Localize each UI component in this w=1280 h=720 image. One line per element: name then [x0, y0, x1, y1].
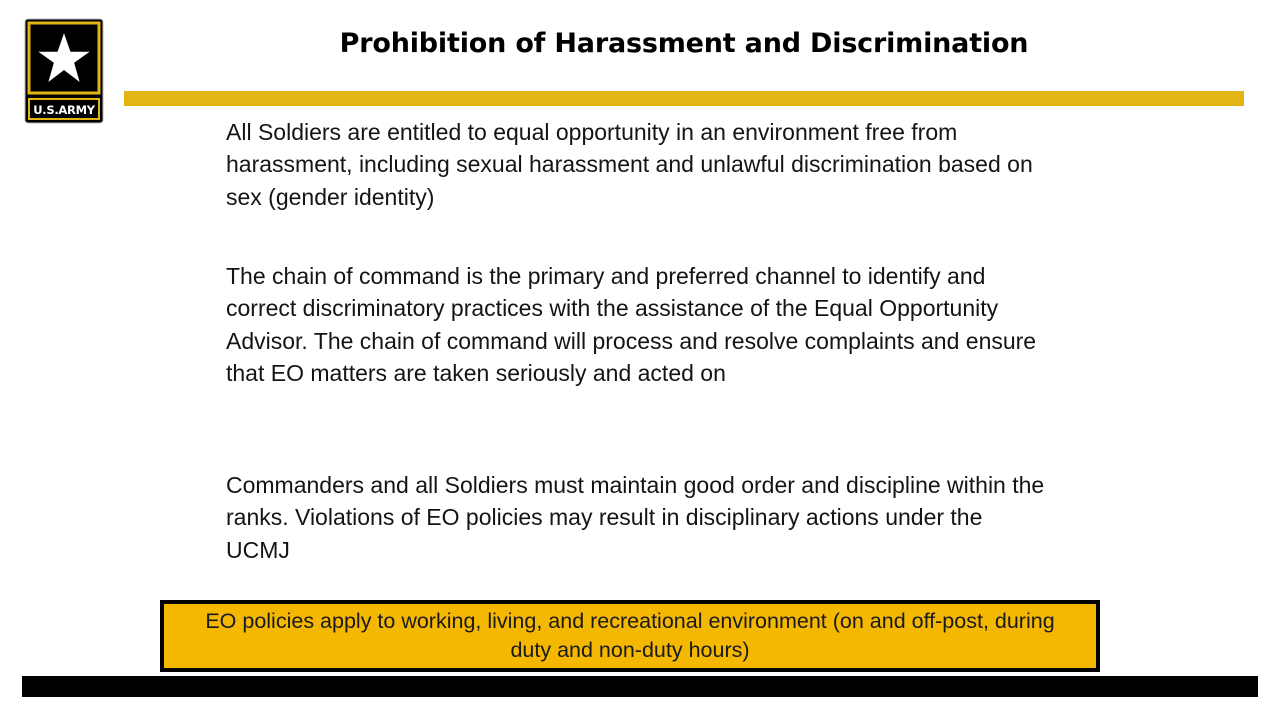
paragraph-chain-of-command: The chain of command is the primary and preferred channel to identify and correct discriminatory practices with the assistance of the Equal Opportunity Advisor. The chain of command will process and resolve complaints and ensure that EO matters are taken seriously and acted on — [226, 263, 1037, 387]
eo-policy-callout — [160, 600, 1100, 672]
paragraph-good-order: Commanders and all Soldiers must maintain good order and discipline within the ranks. Violations of EO policies may result in disciplinary actions under the UCMJ — [226, 472, 1045, 563]
army-logo — [24, 18, 104, 124]
army-star-icon — [24, 18, 104, 124]
paragraph-equal-opportunity: All Soldiers are entitled to equal opportunity in an environment free from harassment, including sexual harassment and unlawful discrimination based on sex (gender identity) — [226, 119, 1033, 210]
slide-title: Prohibition of Harassment and Discrimination — [339, 28, 1029, 59]
title-underline-bar — [124, 91, 1244, 106]
eo-policy-callout-text: EO policies apply to working, living, and recreational environment (on and off-post, during duty and non-duty hours) — [205, 609, 1055, 662]
footer-bar — [22, 676, 1258, 697]
army-logo-text: U.S.ARMY — [33, 103, 95, 117]
